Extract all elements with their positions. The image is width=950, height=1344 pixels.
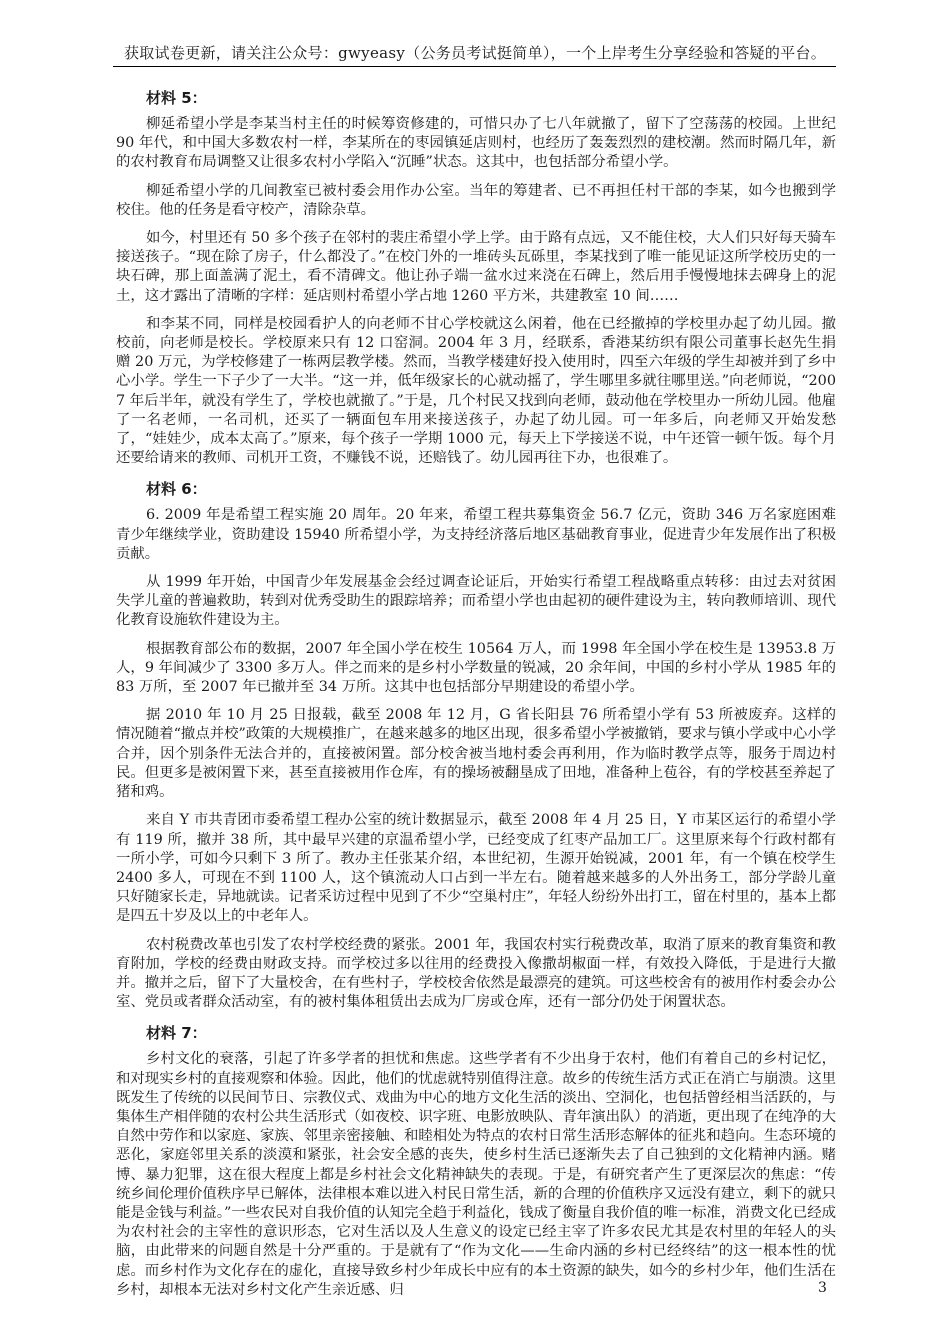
page-header: 获取试卷更新，请关注公众号：gwyeasy（公务员考试挺简单），一个上岸考生分享经验和答疑的平台。 (123, 44, 827, 62)
section-title: 材料 6： (146, 480, 207, 499)
paragraph: 和李某不同，同样是校园看护人的向老师不甘心学校就这么闲着，他在已经撤掉的学校里办起了幼儿园。撤校前，向老师是校长。学校原来只有 12 口窑洞。2004 年 3 月，经联系，香港某纺织有限公司董事长赵先生捐赠 20 万元，为学校修建了一栋两层教学楼。然而，当教学楼建好投入使用时，四至六年级的学生却被并到了乡中心小学。学生一下子少了一大半。“这一并，低年级家长的心就动摇了，学生哪里多就往哪里送。”向老师说，“2007 年后半年，就没有学生了，学校也就撤了。”于是，几个村民又找到向老师，鼓动他在学校里办一所幼儿园。他雇了一名老师，一名司机，还买了一辆面包车用来接送孩子，办起了幼儿园。可一年多后，向老师又开始发愁了，“娃娃少，成本太高了。”原来，每个孩子一学期 1000 元，每天上下学接送不说，中午还管一顿午饭。每个月还要给请来的教师、司机开工资，不赚钱不说，还赔钱了。幼儿园再往下办，也很难了。 (116, 315, 836, 467)
section-title: 材料 7： (146, 1024, 207, 1043)
section-material-6 (116, 477, 836, 1012)
paragraph: 来自 Y 市共青团市委希望工程办公室的统计数据显示，截至 2008 年 4 月 25 日，Y 市某区运行的希望小学有 119 所，撤并 38 所，其中最早兴建的京温希望小学，已经变成了红枣产品加工厂。这里原来每个行政村都有一所小学，可如今只剩下 3 所了。教办主任张某介绍，本世纪初，生源开始锐减，2001 年，有一个镇在校学生 2400 多人，可现在不到 1100 人，这个镇流动人口占到一半左右。随着越来越多的人外出务工，部分学龄儿童只好随家长走，异地就读。记者采访过程中见到了不少“空巢村庄”，年轻人纷纷外出打工，留在村里的，基本上都是四五十岁及以上的中老年人。 (116, 812, 836, 925)
section-material-7 (116, 1021, 836, 1300)
paragraph: 如今，村里还有 50 多个孩子在邻村的裴庄希望小学上学。由于路有点远，又不能住校，大人们只好每天骑车接送孩子。“现在除了房子，什么都没了。”在校门外的一堆砖头瓦砾里，李某找到了唯一能见证这所学校历史的一块石碑，那上面盖满了泥土，看不清碑文。他让孙子端一盆水过来浇在石碑上，然后用手慢慢地抹去碑身上的泥土，这才露出了清晰的字样：延店则村希望小学占地 1260 平方米，共建教室 10 间…… (116, 230, 836, 304)
document-body (116, 80, 836, 1309)
paragraph: 6. 2009 年是希望工程实施 20 周年。20 年来，希望工程共募集资金 56.7 亿元，资助 346 万名家庭困难青少年继续学业，资助建设 15940 所希望小学，为支持经济落后地区基础教育事业，促进青少年发展作出了积极贡献。 (116, 507, 836, 562)
paragraph: 据 2010 年 10 月 25 日报载，截至 2008 年 12 月，G 省长阳县 76 所希望小学有 53 所被废弃。这样的情况随着“撤点并校”政策的大规模推广，在越来越多的地区出现，很多希望小学被撤销，要求与镇小学或中心小学合并，因个别条件无法合并的，直接被闲置。部分校舍被当地村委会再利用，作为临时教学点等，服务于周边村民。但更多是被闲置下来，甚至直接被用作仓库，有的操场被翻垦成了田地，准备种上苞谷，有的学校甚至养起了猪和鸡。 (116, 707, 836, 801)
section-material-5 (116, 86, 836, 468)
paragraph: 农村税费改革也引发了农村学校经费的紧张。2001 年，我国农村实行税费改革，取消了原来的教育集资和教育附加，学校的经费由财政支持。而学校过多以往用的经费投入像撒胡椒面一样，有效投入降低，于是进行大撤并。撤并之后，留下了大量校舍，在有些村子，学校校舍依然是最漂亮的建筑。可这些校舍有的被用作村委会办公室、党员或者群众活动室，有的被村集体租赁出去成为厂房或仓库，还有一部分仍处于闲置状态。 (116, 936, 836, 1011)
paragraph: 柳延希望小学是李某当村主任的时候筹资修建的，可惜只办了七八年就撤了，留下了空荡荡的校园。上世纪 90 年代，和中国大多数农村一样，李某所在的枣园镇延店则村，也经历了轰轰烈烈的建校潮。然而时隔几年，新的农村教育布局调整又让很多农村小学陷入“沉睡”状态。这其中，也包括部分希望小学。 (116, 116, 836, 171)
header-divider (113, 66, 836, 67)
paragraph: 根据教育部公布的数据，2007 年全国小学在校生 10564 万人，而 1998 年全国小学在校生是 13953.8 万人，9 年间减少了 3300 多万人。伴之而来的是乡村小学数量的锐减，20 余年间，中国的乡村小学从 1985 年的 83 万所，至 2007 年已撤并至 34 万所。这其中也包括部分早期建设的希望小学。 (116, 640, 836, 696)
page-number: 3 (818, 1280, 827, 1296)
paragraph: 柳延希望小学的几间教室已被村委会用作办公室。当年的筹建者、已不再担任村干部的李某，如今也搬到学校住。他的任务是看守校产，清除杂草。 (116, 182, 836, 218)
paragraph: 乡村文化的衰落，引起了许多学者的担忧和焦虑。这些学者有不少出身于农村，他们有着自己的乡村记忆，和对现实乡村的直接观察和体验。因此，他们的忧虑就特别值得注意。故乡的传统生活方式正在消亡与崩溃。这里既发生了传统的以民间节日、宗教仪式、戏曲为中心的地方文化生活的淡出、空洞化，也包括曾经相当活跃的，与集体生产相伴随的农村公共生活形式（如夜校、识字班、电影放映队、青年演出队）的消逝，更出现了在纯净的大自然中劳作和以家庭、家族、邻里亲密接触、和睦相处为特点的农村日常生活形态解体的征兆和趋向。生态环境的恶化，家庭邻里关系的淡漠和紧张，社会安全感的丧失，使乡村生活已逐渐失去了自己独到的文化精神内涵。赌博、暴力犯罪，这在很大程度上都是乡村社会文化精神缺失的表现。于是，有研究者产生了更深层次的焦虑：“传统乡间伦理价值秩序早已解体，法律根本难以进入村民日常生活，新的合理的价值秩序又远没有建立，剩下的就只能是金钱与利益。”一些农民对自我价值的认知完全趋于利益化，钱成了衡量自我价值的唯一标准，消费文化已经成为农村社会的主宰性的意识形态，它对生活以及人生意义的设定已经主宰了许多农民尤其是农村里的年轻人的头脑，由此带来的问题自然是十分严重的。于是就有了“作为文化——生命内涵的乡村已经终结”的这一根本性的忧虑。而乡村作为文化存在的虚化，直接导致乡村少年成长中应有的本土资源的缺失，如今的乡村少年，他们生活在乡村，却根本无法对乡村文化产生亲近感、归 (116, 1051, 836, 1298)
paragraph: 从 1999 年开始，中国青少年发展基金会经过调查论证后，开始实行希望工程战略重点转移：由过去对贫困失学儿童的普遍救助，转到对优秀受助生的跟踪培养；而希望小学也由起初的硬件建设为主，转向教师培训、现代化教育设施软件建设为主。 (116, 574, 836, 629)
section-title: 材料 5： (146, 89, 207, 107)
